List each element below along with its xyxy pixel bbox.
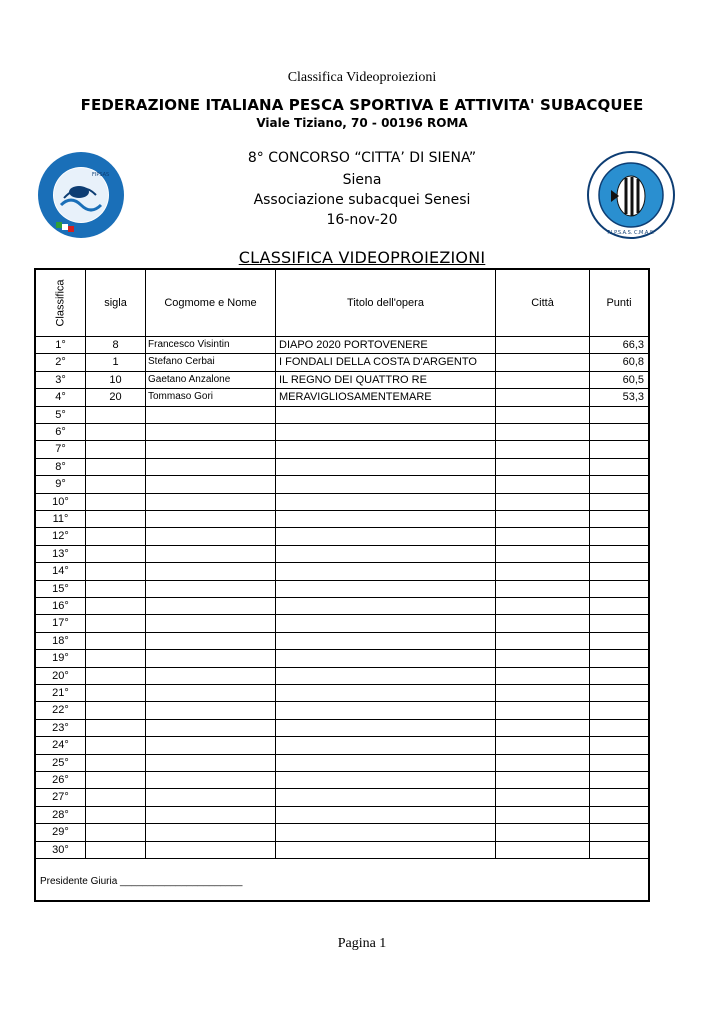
table-row (36, 528, 648, 545)
rank-cell: 8° (36, 459, 86, 475)
name-cell (146, 476, 276, 492)
table-row (36, 720, 648, 737)
jury-president-row (36, 862, 648, 900)
sigla-cell (86, 546, 146, 562)
rank-cell: 23° (36, 720, 86, 736)
document-header: Classifica Videoproiezioni (287, 70, 437, 85)
city-cell (496, 842, 590, 858)
fipsas-badge-text: FIPSAS (92, 172, 110, 178)
title-cell (276, 668, 496, 684)
sigla-cell (86, 685, 146, 701)
table-row (36, 546, 648, 563)
sigla-cell: 10 (86, 372, 146, 388)
table-row (36, 737, 648, 754)
table-row (36, 807, 648, 824)
city-cell (496, 407, 590, 423)
table-row (36, 424, 648, 441)
table-row (36, 702, 648, 719)
name-cell: Stefano Cerbai (146, 354, 276, 370)
fipsas-logo (36, 150, 126, 240)
name-cell (146, 772, 276, 788)
table-row (36, 563, 648, 580)
rank-cell: 29° (36, 824, 86, 840)
federation-name: FEDERAZIONE ITALIANA PESCA SPORTIVA E ATTIVITA' SUBACQUEE (80, 96, 644, 114)
name-cell (146, 494, 276, 510)
city-cell (496, 441, 590, 457)
points-cell (590, 407, 648, 423)
contest-city: Siena (342, 172, 382, 188)
rank-cell: 27° (36, 789, 86, 805)
city-cell (496, 824, 590, 840)
title-cell (276, 581, 496, 597)
sigla-cell (86, 424, 146, 440)
sigla-cell: 1 (86, 354, 146, 370)
table-row (36, 354, 648, 371)
city-cell (496, 685, 590, 701)
city-cell (496, 424, 590, 440)
points-cell (590, 598, 648, 614)
city-cell (496, 581, 590, 597)
title-cell (276, 789, 496, 805)
name-cell (146, 511, 276, 527)
rank-cell: 26° (36, 772, 86, 788)
header-points: Punti (606, 297, 632, 309)
title-cell (276, 615, 496, 631)
points-cell (590, 494, 648, 510)
sigla-cell (86, 720, 146, 736)
title-cell: MERAVIGLIOSAMENTEMARE (276, 389, 496, 405)
rank-cell: 14° (36, 563, 86, 579)
rank-cell: 1° (36, 337, 86, 353)
table-row (36, 459, 648, 476)
table-row (36, 389, 648, 406)
title-cell (276, 650, 496, 666)
city-cell (496, 563, 590, 579)
city-cell (496, 354, 590, 370)
points-cell: 60,8 (622, 356, 644, 369)
title-cell (276, 807, 496, 823)
sigla-cell (86, 702, 146, 718)
table-row (36, 685, 648, 702)
points-cell (590, 459, 648, 475)
city-cell (496, 807, 590, 823)
name-cell (146, 598, 276, 614)
jury-president-signature-line: Presidente Giuria ______________________ (40, 876, 243, 887)
title-cell (276, 494, 496, 510)
points-cell (590, 789, 648, 805)
sigla-cell (86, 459, 146, 475)
title-cell (276, 546, 496, 562)
city-cell (496, 650, 590, 666)
city-cell (496, 789, 590, 805)
sigla-cell (86, 842, 146, 858)
points-cell (590, 615, 648, 631)
rank-cell: 22° (36, 702, 86, 718)
name-cell (146, 459, 276, 475)
rank-cell: 3° (36, 372, 86, 388)
title-cell (276, 842, 496, 858)
title-cell (276, 424, 496, 440)
points-cell (590, 755, 648, 771)
name-cell (146, 668, 276, 684)
rank-cell: 2° (36, 354, 86, 370)
sigla-cell (86, 511, 146, 527)
table-row (36, 789, 648, 806)
city-cell (496, 511, 590, 527)
points-cell (590, 546, 648, 562)
name-cell (146, 528, 276, 544)
city-cell (496, 615, 590, 631)
table-row (36, 598, 648, 615)
rank-cell: 20° (36, 668, 86, 684)
sigla-cell (86, 737, 146, 753)
title-cell: DIAPO 2020 PORTOVENERE (276, 337, 496, 353)
city-cell (496, 372, 590, 388)
city-cell (496, 702, 590, 718)
points-cell (590, 563, 648, 579)
right-logo-bottom-text: F.I.P.S.A.S. C.M.A.S. (607, 230, 655, 236)
table-row (36, 372, 648, 389)
sigla-cell (86, 824, 146, 840)
table-row (36, 441, 648, 458)
header-title: Titolo dell'opera (276, 270, 496, 336)
title-cell (276, 755, 496, 771)
sigla-cell (86, 615, 146, 631)
city-cell (496, 476, 590, 492)
name-cell (146, 807, 276, 823)
header-rank (36, 270, 86, 336)
name-cell (146, 650, 276, 666)
name-cell (146, 685, 276, 701)
table-row (36, 511, 648, 528)
city-cell (496, 772, 590, 788)
points-cell (590, 441, 648, 457)
city-cell (496, 528, 590, 544)
points-cell (590, 842, 648, 858)
rank-cell: 19° (36, 650, 86, 666)
table-row (36, 842, 648, 859)
rank-cell: 11° (36, 511, 86, 527)
rank-cell: 28° (36, 807, 86, 823)
federation-address: Viale Tiziano, 70 - 00196 ROMA (256, 116, 468, 130)
ranking-title: CLASSIFICA VIDEOPROIEZIONI (238, 248, 486, 267)
name-cell (146, 702, 276, 718)
sigla-cell: 20 (86, 389, 146, 405)
table-row (36, 633, 648, 650)
name-cell (146, 563, 276, 579)
title-cell: I FONDALI DELLA COSTA D'ARGENTO (276, 354, 496, 370)
header-city: Città (496, 270, 590, 336)
rank-cell: 10° (36, 494, 86, 510)
city-cell (496, 337, 590, 353)
points-cell (590, 824, 648, 840)
table-row (36, 772, 648, 789)
points-cell (590, 511, 648, 527)
sigla-cell (86, 598, 146, 614)
sigla-cell (86, 407, 146, 423)
name-cell (146, 720, 276, 736)
rank-cell: 18° (36, 633, 86, 649)
city-cell (496, 668, 590, 684)
title-cell (276, 528, 496, 544)
points-cell (590, 772, 648, 788)
city-cell (496, 389, 590, 405)
sigla-cell (86, 755, 146, 771)
asso-subacquei-senesi-logo (586, 150, 676, 240)
title-cell (276, 702, 496, 718)
name-cell (146, 633, 276, 649)
rank-cell: 21° (36, 685, 86, 701)
rank-cell: 9° (36, 476, 86, 492)
title-cell (276, 737, 496, 753)
name-cell (146, 546, 276, 562)
points-cell (590, 685, 648, 701)
sigla-cell (86, 789, 146, 805)
city-cell (496, 633, 590, 649)
points-cell (590, 650, 648, 666)
table-row (36, 407, 648, 424)
sigla-cell (86, 650, 146, 666)
title-cell (276, 772, 496, 788)
city-cell (496, 494, 590, 510)
name-cell (146, 407, 276, 423)
table-row (36, 755, 648, 772)
sigla-cell (86, 563, 146, 579)
name-cell (146, 441, 276, 457)
points-cell (590, 737, 648, 753)
title-cell (276, 441, 496, 457)
title-cell (276, 511, 496, 527)
sigla-cell (86, 476, 146, 492)
points-cell: 66,3 (622, 339, 644, 351)
table-row (36, 581, 648, 598)
name-cell (146, 789, 276, 805)
city-cell (496, 737, 590, 753)
table-row (36, 337, 648, 354)
sigla-cell (86, 772, 146, 788)
rank-cell: 13° (36, 546, 86, 562)
name-cell (146, 824, 276, 840)
city-cell (496, 755, 590, 771)
title-cell (276, 407, 496, 423)
header-rank-label: Classifica (54, 279, 67, 327)
contest-date: 16-nov-20 (326, 212, 398, 228)
title-cell (276, 633, 496, 649)
points-cell (590, 807, 648, 823)
city-cell (496, 546, 590, 562)
rank-cell: 7° (36, 441, 86, 457)
name-cell (146, 615, 276, 631)
table-row (36, 824, 648, 841)
sigla-cell (86, 807, 146, 823)
rank-cell: 6° (36, 424, 86, 440)
title-cell (276, 476, 496, 492)
table-row (36, 476, 648, 493)
rank-cell: 5° (36, 407, 86, 423)
rank-cell: 17° (36, 615, 86, 631)
name-cell: Francesco Visintin (146, 337, 276, 353)
table-row (36, 668, 648, 685)
name-cell (146, 581, 276, 597)
name-cell: Gaetano Anzalone (146, 372, 276, 388)
sigla-cell: 8 (86, 337, 146, 353)
name-cell: Tommaso Gori (146, 389, 276, 405)
points-cell (590, 581, 648, 597)
sigla-cell (86, 633, 146, 649)
page-number: Pagina 1 (337, 936, 387, 951)
points-cell (590, 702, 648, 718)
points-cell (590, 424, 648, 440)
points-cell (590, 476, 648, 492)
rank-cell: 4° (36, 389, 86, 405)
title-cell (276, 563, 496, 579)
rank-cell: 16° (36, 598, 86, 614)
header-sigla: sigla (86, 270, 146, 336)
name-cell (146, 737, 276, 753)
rank-cell: 24° (36, 737, 86, 753)
rank-cell: 15° (36, 581, 86, 597)
name-cell (146, 755, 276, 771)
header-name: Cogmome e Nome (146, 270, 276, 336)
table-row (36, 615, 648, 632)
title-cell: IL REGNO DEI QUATTRO RE (276, 372, 496, 388)
city-cell (496, 720, 590, 736)
title-cell (276, 824, 496, 840)
rank-cell: 25° (36, 755, 86, 771)
city-cell (496, 598, 590, 614)
title-cell (276, 598, 496, 614)
sigla-cell (86, 494, 146, 510)
title-cell (276, 685, 496, 701)
city-cell (496, 459, 590, 475)
rank-cell: 30° (36, 842, 86, 858)
name-cell (146, 842, 276, 858)
points-cell (590, 528, 648, 544)
sigla-cell (86, 528, 146, 544)
sigla-cell (86, 668, 146, 684)
points-cell (590, 720, 648, 736)
sigla-cell (86, 581, 146, 597)
title-cell (276, 720, 496, 736)
title-cell (276, 459, 496, 475)
name-cell (146, 424, 276, 440)
table-row (36, 650, 648, 667)
points-cell (590, 633, 648, 649)
points-cell: 53,3 (622, 391, 644, 404)
points-cell: 60,5 (622, 373, 644, 386)
sigla-cell (86, 441, 146, 457)
organizing-association: Associazione subacquei Senesi (253, 192, 471, 208)
table-row (36, 494, 648, 511)
contest-title: 8° CONCORSO “CITTA’ DI SIENA” (247, 150, 477, 166)
points-cell (590, 668, 648, 684)
rank-cell: 12° (36, 528, 86, 544)
ranking-table (34, 268, 650, 902)
